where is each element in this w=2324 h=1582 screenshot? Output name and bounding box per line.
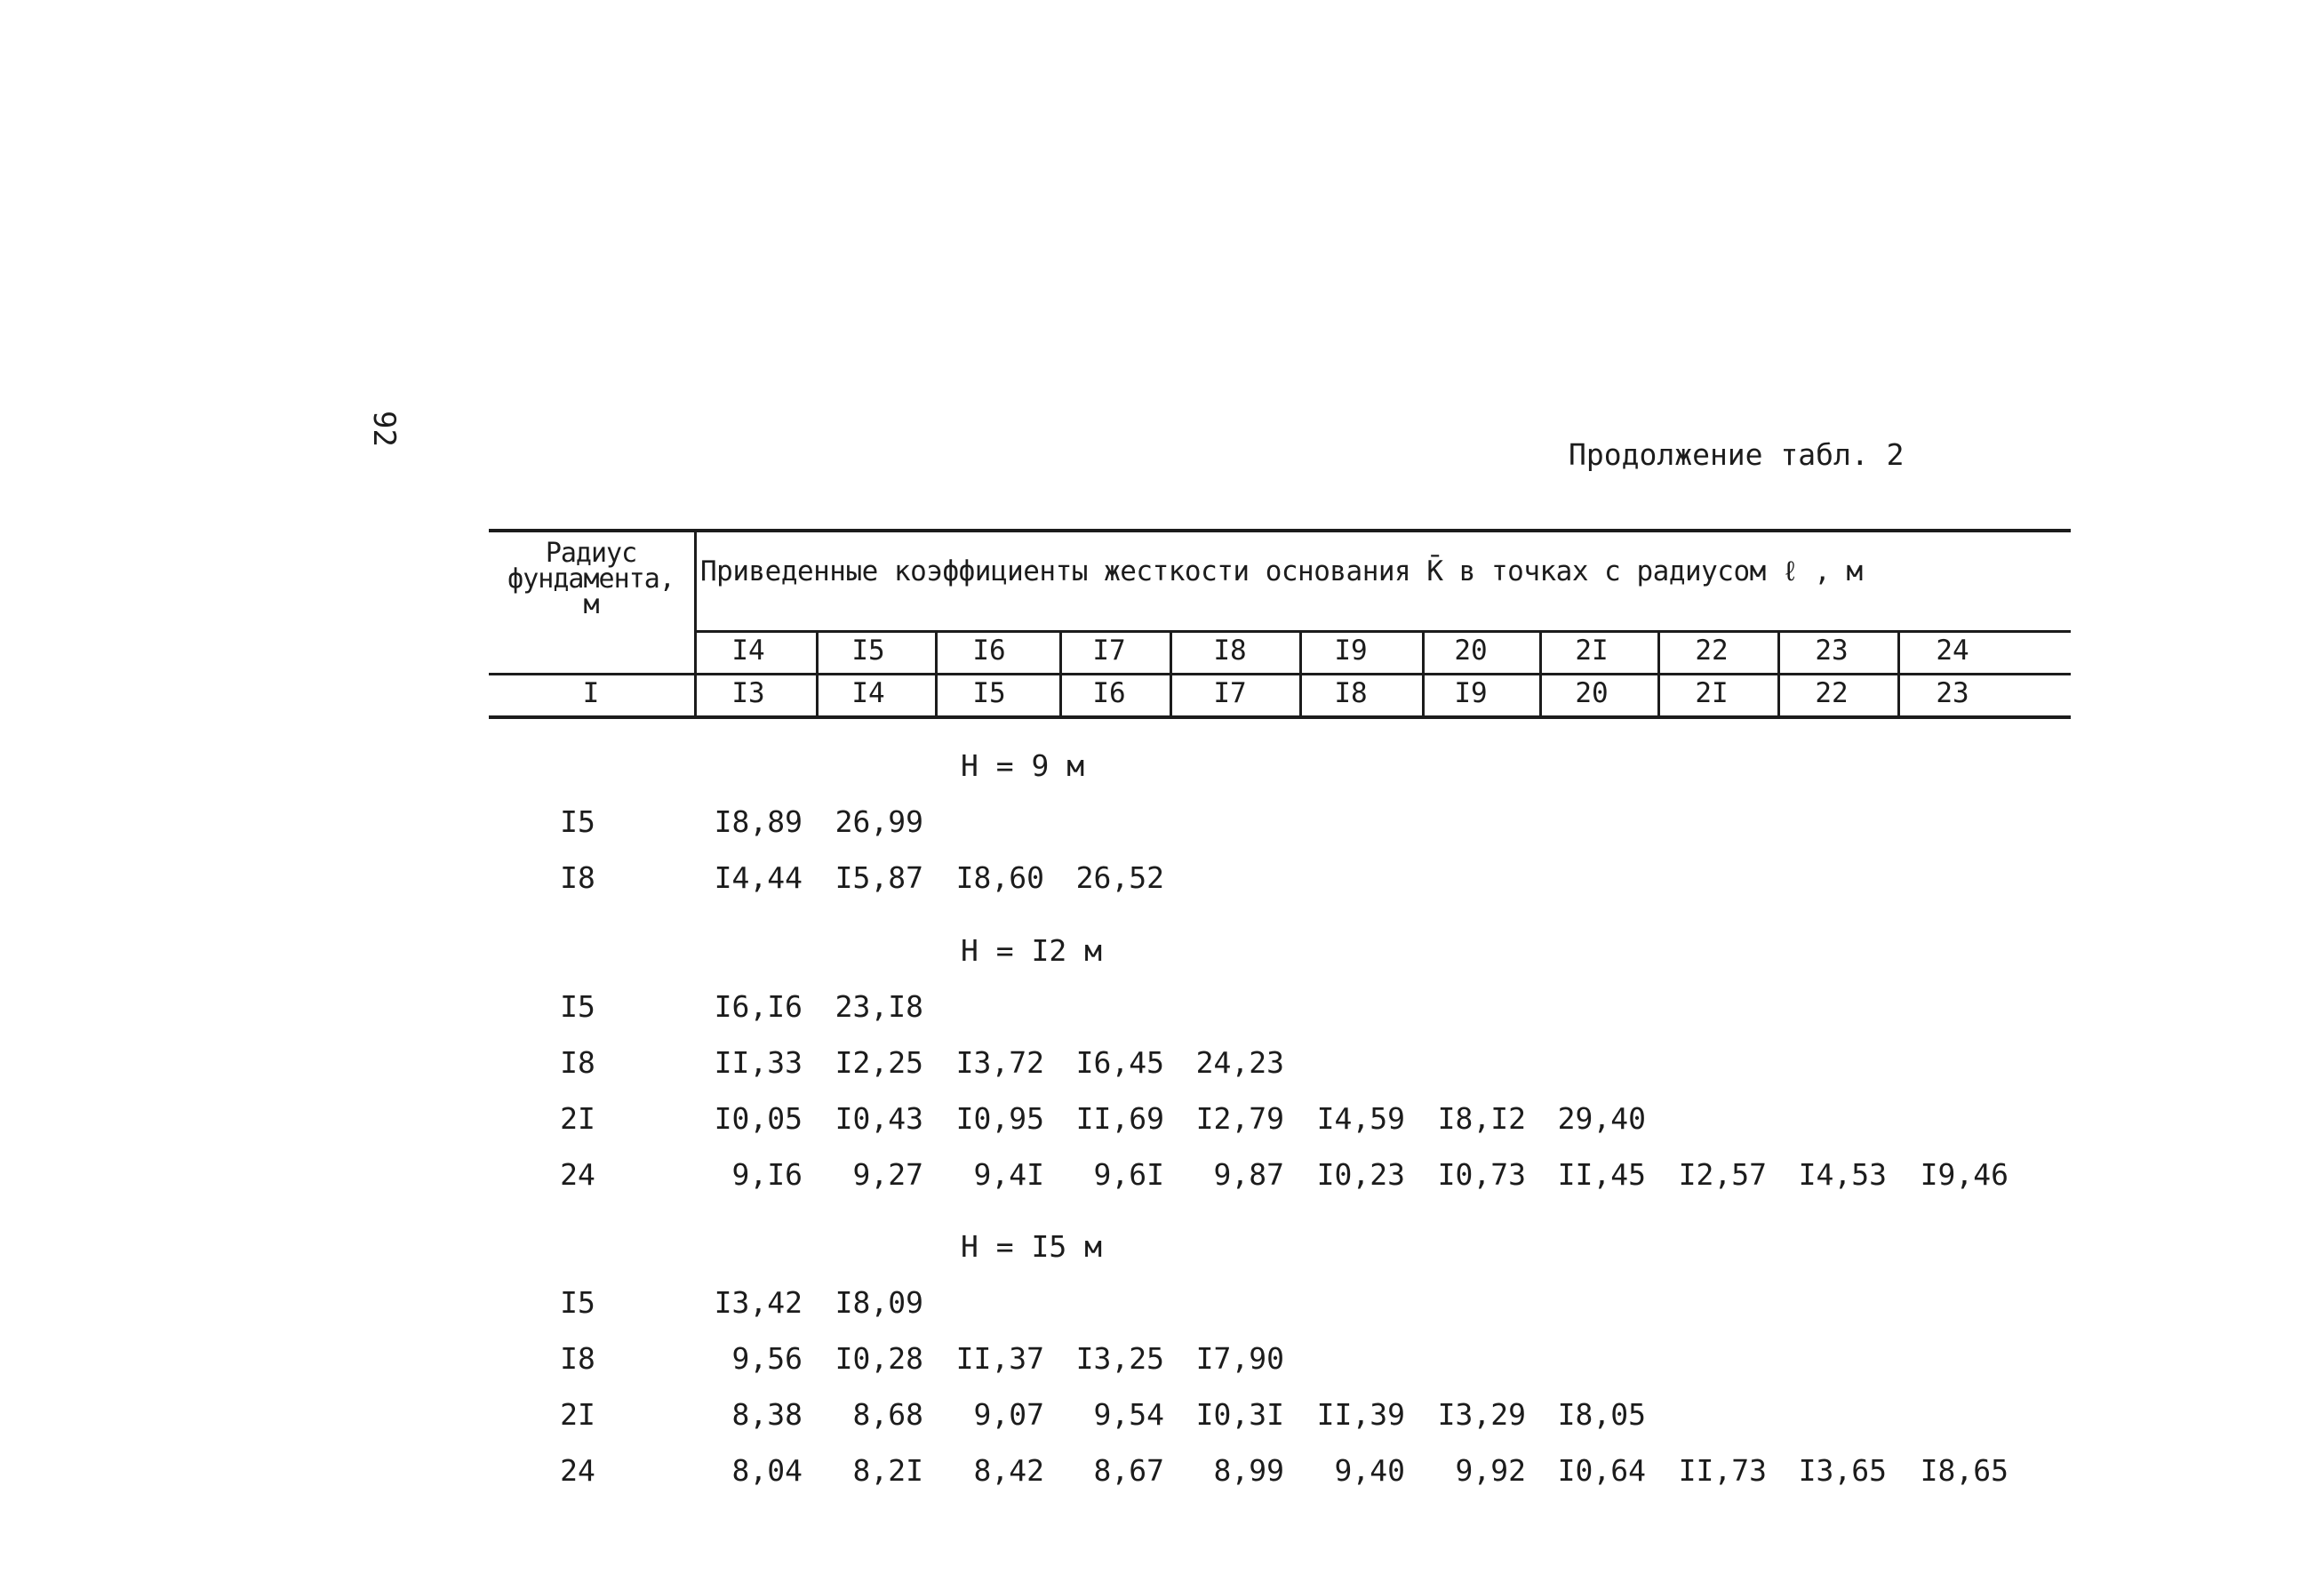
coefficient-cell: 8,68 bbox=[852, 1397, 923, 1432]
header-divider-rule bbox=[696, 630, 2071, 633]
coefficient-cell: I8,89 bbox=[714, 804, 803, 839]
foundation-radius-cell: 2I bbox=[560, 1101, 595, 1136]
column-number: I7 bbox=[1213, 677, 1247, 709]
point-radius-header: I4 bbox=[731, 635, 765, 667]
point-radius-header: 2I bbox=[1575, 635, 1609, 667]
coefficient-cell: 8,99 bbox=[1213, 1453, 1284, 1488]
coefficient-cell: 9,4I bbox=[973, 1157, 1044, 1192]
coefficient-cell: II,45 bbox=[1557, 1157, 1646, 1192]
foundation-radius-cell: 24 bbox=[560, 1453, 595, 1488]
point-radius-header: I7 bbox=[1092, 635, 1126, 667]
point-radius-header: I9 bbox=[1334, 635, 1368, 667]
coefficient-cell: 9,6I bbox=[1093, 1157, 1164, 1192]
point-radius-header: 23 bbox=[1815, 635, 1849, 667]
coefficient-cell: 9,07 bbox=[973, 1397, 1044, 1432]
table-row bbox=[0, 1397, 2324, 1442]
coefficient-cell: 9,92 bbox=[1455, 1453, 1526, 1488]
group-title: H = I2 м bbox=[961, 933, 1102, 968]
coefficient-cell: I7,90 bbox=[1195, 1341, 1284, 1376]
coefficients-column-heading: Приведенные коэффициенты жесткости основания K̄ в точках с радиусом ℓ , м bbox=[700, 555, 1863, 587]
foundation-radius-cell: 24 bbox=[560, 1157, 595, 1192]
table-row bbox=[0, 1453, 2324, 1498]
column-number: I bbox=[582, 677, 600, 709]
radius-heading-line: м bbox=[583, 589, 599, 620]
column-divider bbox=[1897, 631, 1900, 718]
column-number: 2I bbox=[1695, 677, 1729, 709]
point-radius-header: I6 bbox=[972, 635, 1006, 667]
coefficient-cell: I0,23 bbox=[1316, 1157, 1405, 1192]
column-number: 23 bbox=[1936, 677, 1969, 709]
coefficient-cell: I2,79 bbox=[1195, 1101, 1284, 1136]
table-row bbox=[0, 1045, 2324, 1090]
coefficient-cell: 26,99 bbox=[835, 804, 923, 839]
foundation-radius-cell: I8 bbox=[560, 1341, 595, 1376]
coefficient-cell: I3,29 bbox=[1437, 1397, 1526, 1432]
coefficient-cell: 29,40 bbox=[1557, 1101, 1646, 1136]
coefficient-cell: I0,28 bbox=[835, 1341, 923, 1376]
coefficient-cell: I8,I2 bbox=[1437, 1101, 1526, 1136]
coefficient-cell: 9,56 bbox=[731, 1341, 803, 1376]
coefficient-cell: 24,23 bbox=[1195, 1045, 1284, 1080]
column-divider bbox=[1422, 631, 1425, 718]
coefficient-cell: 9,27 bbox=[852, 1157, 923, 1192]
table-row bbox=[0, 860, 2324, 905]
point-radius-header: I8 bbox=[1213, 635, 1247, 667]
coefficient-cell: I6,I6 bbox=[714, 989, 803, 1024]
column-divider bbox=[1777, 631, 1780, 718]
group-title: H = 9 м bbox=[961, 748, 1085, 783]
coefficient-cell: 8,04 bbox=[731, 1453, 803, 1488]
column-divider bbox=[1059, 631, 1062, 718]
point-radius-header: 24 bbox=[1936, 635, 1969, 667]
column-number: I4 bbox=[851, 677, 885, 709]
coefficient-cell: I4,53 bbox=[1798, 1157, 1887, 1192]
coefficient-cell: 8,42 bbox=[973, 1453, 1044, 1488]
column-number: 20 bbox=[1575, 677, 1609, 709]
coefficient-cell: I0,73 bbox=[1437, 1157, 1526, 1192]
coefficient-cell: I3,65 bbox=[1798, 1453, 1887, 1488]
coefficient-cell: 8,67 bbox=[1093, 1453, 1164, 1488]
coefficient-cell: I4,59 bbox=[1316, 1101, 1405, 1136]
coefficient-cell: I0,05 bbox=[714, 1101, 803, 1136]
coefficient-cell: I0,64 bbox=[1557, 1453, 1646, 1488]
radius-column-heading bbox=[491, 540, 691, 618]
coefficient-cell: 23,I8 bbox=[835, 989, 923, 1024]
coefficient-cell: I4,44 bbox=[714, 860, 803, 895]
column-number: I9 bbox=[1454, 677, 1488, 709]
foundation-radius-cell: I5 bbox=[560, 804, 595, 839]
coefficient-cell: I3,42 bbox=[714, 1285, 803, 1320]
foundation-radius-cell: I8 bbox=[560, 1045, 595, 1080]
coefficient-cell: I6,45 bbox=[1075, 1045, 1164, 1080]
point-radius-header: 22 bbox=[1695, 635, 1729, 667]
coefficient-cell: I8,09 bbox=[835, 1285, 923, 1320]
radius-column-divider bbox=[694, 530, 697, 718]
coefficient-cell: I3,25 bbox=[1075, 1341, 1164, 1376]
coefficient-cell: II,37 bbox=[955, 1341, 1044, 1376]
page-number: 92 bbox=[366, 411, 402, 447]
coefficient-cell: 8,2I bbox=[852, 1453, 923, 1488]
foundation-radius-cell: I5 bbox=[560, 989, 595, 1024]
table-row bbox=[0, 1157, 2324, 1202]
column-divider bbox=[1170, 631, 1172, 718]
column-divider bbox=[1657, 631, 1660, 718]
coefficient-cell: I8,60 bbox=[955, 860, 1044, 895]
coefficient-cell: I8,65 bbox=[1920, 1453, 2009, 1488]
coefficient-cell: I0,95 bbox=[955, 1101, 1044, 1136]
coefficient-cell: 9,54 bbox=[1093, 1397, 1164, 1432]
foundation-radius-cell: I8 bbox=[560, 860, 595, 895]
radius-heading-line: Радиус bbox=[545, 538, 637, 569]
column-number: I5 bbox=[972, 677, 1006, 709]
column-number: 22 bbox=[1815, 677, 1849, 709]
coefficient-cell: II,39 bbox=[1316, 1397, 1405, 1432]
column-number: I3 bbox=[731, 677, 765, 709]
foundation-radius-cell: I5 bbox=[560, 1285, 595, 1320]
coefficient-cell: I2,25 bbox=[835, 1045, 923, 1080]
header-bottom-rule bbox=[489, 715, 2071, 719]
table-row bbox=[0, 804, 2324, 849]
numbering-top-rule bbox=[489, 673, 2071, 675]
column-divider bbox=[935, 631, 938, 718]
point-radius-header: 20 bbox=[1454, 635, 1488, 667]
coefficient-cell: 9,I6 bbox=[731, 1157, 803, 1192]
column-number: I6 bbox=[1092, 677, 1126, 709]
radius-heading-line: фундамента, bbox=[507, 563, 675, 595]
coefficient-cell: 8,38 bbox=[731, 1397, 803, 1432]
table-row bbox=[0, 1341, 2324, 1386]
column-divider bbox=[1539, 631, 1542, 718]
coefficient-cell: I5,87 bbox=[835, 860, 923, 895]
coefficient-cell: II,73 bbox=[1678, 1453, 1767, 1488]
table-row bbox=[0, 1285, 2324, 1330]
coefficient-cell: I8,05 bbox=[1557, 1397, 1646, 1432]
table-header bbox=[0, 0, 2324, 729]
table-top-rule bbox=[489, 529, 2071, 532]
group-title: H = I5 м bbox=[961, 1229, 1102, 1264]
coefficient-cell: I3,72 bbox=[955, 1045, 1044, 1080]
column-divider bbox=[1299, 631, 1302, 718]
coefficient-cell: I0,3I bbox=[1195, 1397, 1284, 1432]
point-radius-header: I5 bbox=[851, 635, 885, 667]
coefficient-cell: 9,87 bbox=[1213, 1157, 1284, 1192]
coefficient-cell: II,69 bbox=[1075, 1101, 1164, 1136]
coefficient-cell: I9,46 bbox=[1920, 1157, 2009, 1192]
coefficient-cell: I0,43 bbox=[835, 1101, 923, 1136]
column-divider bbox=[816, 631, 819, 718]
foundation-radius-cell: 2I bbox=[560, 1397, 595, 1432]
table-row bbox=[0, 1101, 2324, 1146]
coefficient-cell: II,33 bbox=[714, 1045, 803, 1080]
coefficient-cell: I2,57 bbox=[1678, 1157, 1767, 1192]
table-continuation-caption: Продолжение табл. 2 bbox=[1569, 437, 1905, 472]
coefficient-cell: 26,52 bbox=[1075, 860, 1164, 895]
coefficient-cell: 9,40 bbox=[1334, 1453, 1405, 1488]
table-row bbox=[0, 989, 2324, 1034]
column-number: I8 bbox=[1334, 677, 1368, 709]
